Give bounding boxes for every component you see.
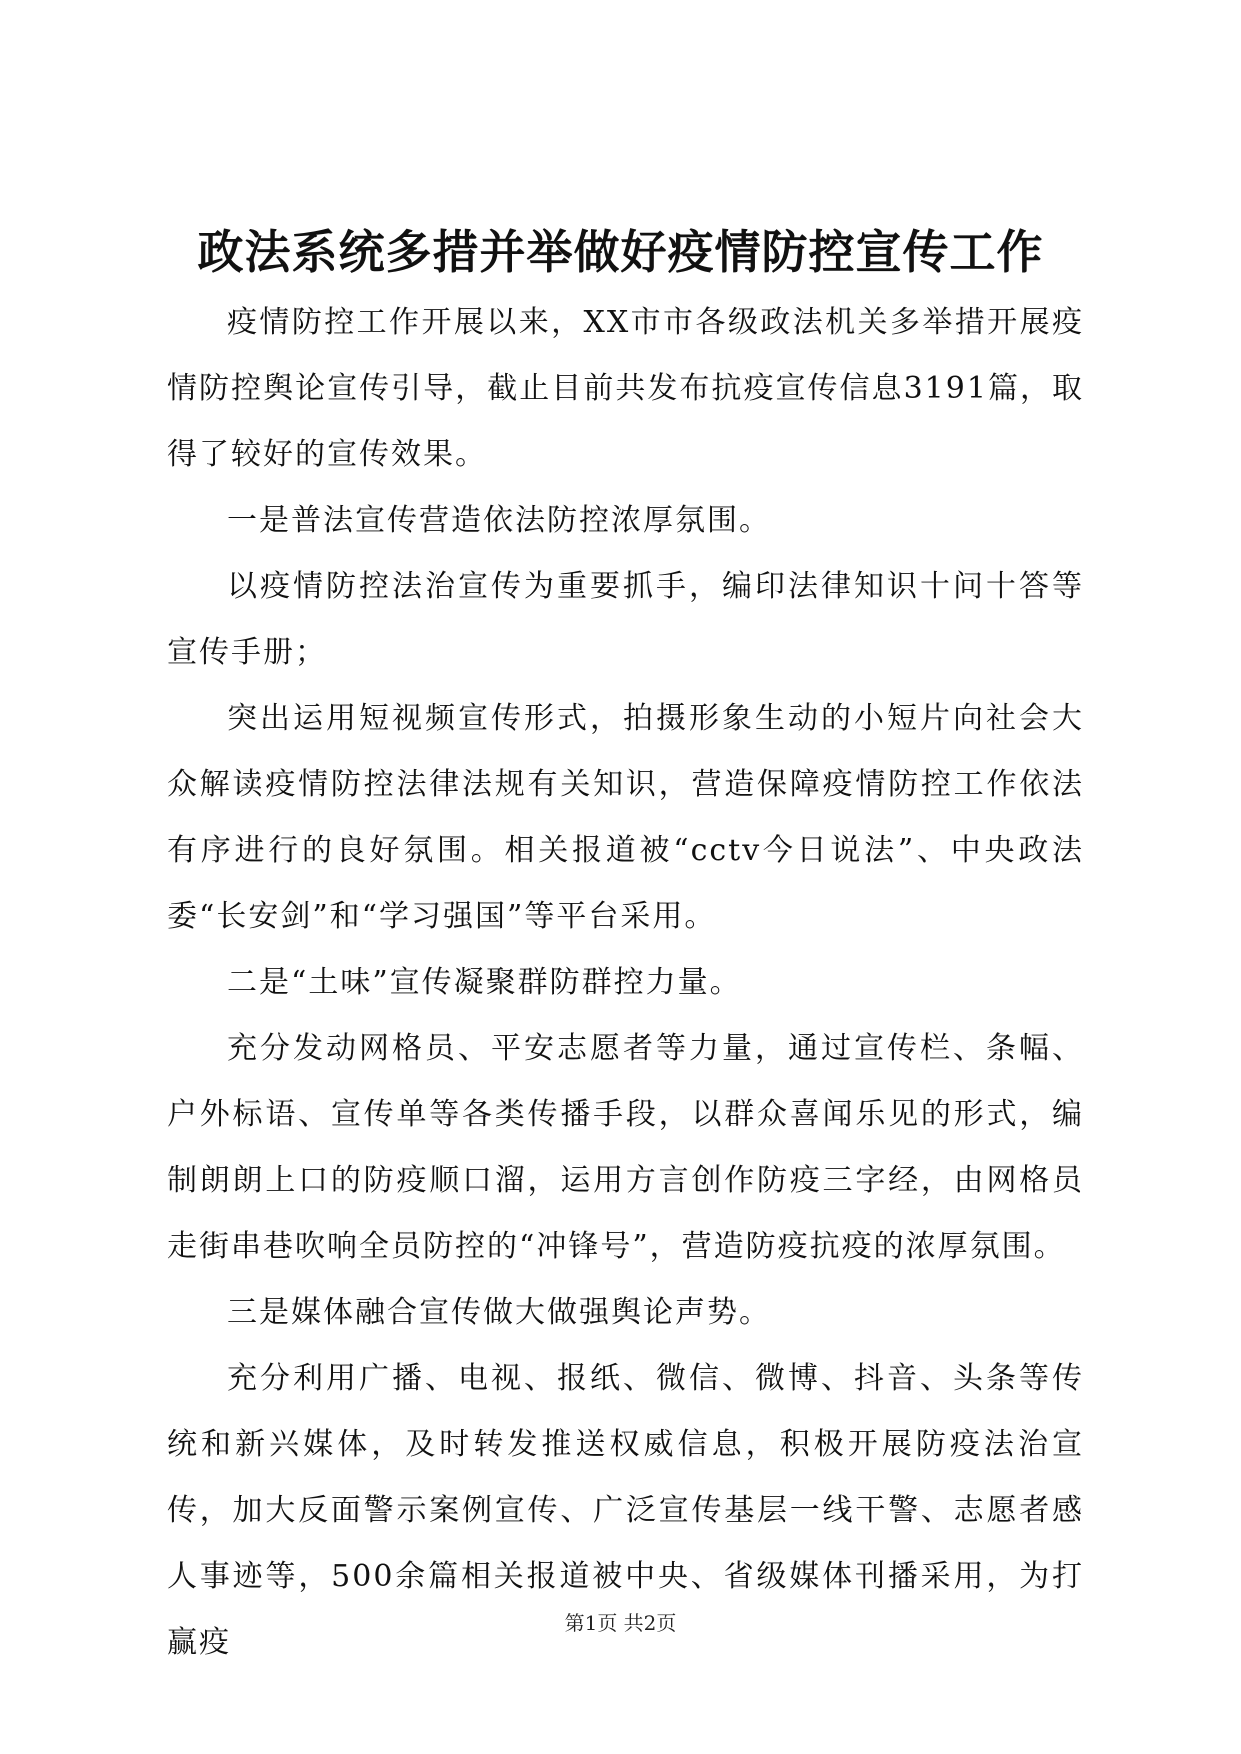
paragraph-point-two: 充分发动网格员、平安志愿者等力量，通过宣传栏、条幅、户外标语、宣传单等各类传播手段，以群众喜闻乐见的形式，编制朗朗上口的防疫顺口溜，运用方言创作防疫三字经，由网格员走街串巷吹响全员防控的“冲锋号”，营造防疫抗疫的浓厚氛围。 (167, 1031, 1084, 1264)
paragraph-point-one-a: 以疫情防控法治宣传为重要抓手，编印法律知识十问十答等宣传手册； (167, 569, 1084, 670)
document-title: 政法系统多措并举做好疫情防控宣传工作 (197, 225, 1044, 279)
page-number-footer: 第1页 共2页 (564, 1611, 677, 1635)
paragraph-intro: 疫情防控工作开展以来，XX市市各级政法机关多举措开展疫情防控舆论宣传引导，截止目前共发布抗疫宣传信息3191篇，取得了较好的宣传效果。 (167, 305, 1084, 472)
heading-point-two: 二是“土味”宣传凝聚群防群控力量。 (227, 965, 742, 1000)
heading-point-three: 三是媒体融合宣传做大做强舆论声势。 (227, 1295, 771, 1330)
heading-point-one: 一是普法宣传营造依法防控浓厚氛围。 (227, 503, 771, 538)
paragraph-point-three: 充分利用广播、电视、报纸、微信、微博、抖音、头条等传统和新兴媒体，及时转发推送权威信息，积极开展防疫法治宣传，加大反面警示案例宣传、广泛宣传基层一线干警、志愿者感人事迹等，500余篇相关报道被中央、省级媒体刊播采用，为打赢疫 (167, 1361, 1084, 1660)
document-body (167, 290, 1084, 1676)
paragraph-point-one-b: 突出运用短视频宣传形式，拍摄形象生动的小短片向社会大众解读疫情防控法律法规有关知识，营造保障疫情防控工作依法有序进行的良好氛围。相关报道被“cctv今日说法”、中央政法委“长安剑”和“学习强国”等平台采用。 (167, 701, 1084, 934)
